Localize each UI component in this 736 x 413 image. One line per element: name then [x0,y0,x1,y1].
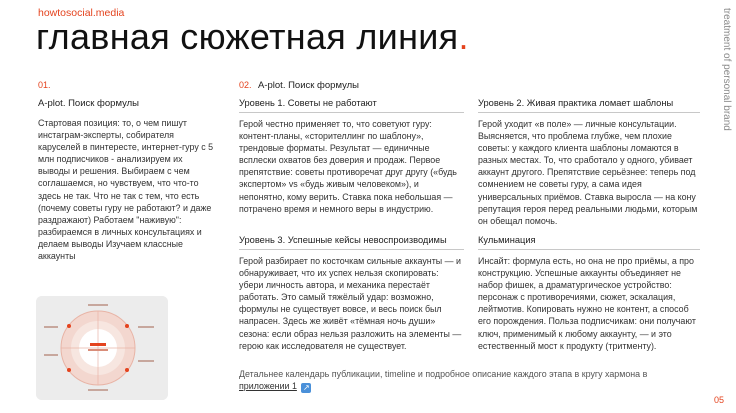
column-text-1: Стартовая позиция: то, о чем пишут инстаграм-эксперты, собирателя каруселей в пинтересте, интернет-гуру с 5 млн подписчиков - анализируем их выводы и решения. Выбираем с чем соглашаемся, но чувствуем, что что-то здесь не так. Что не так с тем, что есть (почему советы гуру не работают? и даже раздражают) Работаем "наживую": разбираемся в личных консультациях и делаем выводы Изучаем классные аккаунты [38,118,214,262]
appendix-link[interactable]: приложении 1 [239,381,297,392]
section-heading: Кульминация [478,235,700,250]
section-heading: Уровень 1. Советы не работают [239,98,464,113]
footer-note [239,368,699,393]
page-number: 05 [713,395,724,405]
section-heading: Уровень 3. Успешные кейсы невоспроизводимы [239,235,464,250]
page-title-text: главная сюжетная линия [36,16,459,57]
section-level-3 [239,235,464,352]
section-text: Герой честно применяет то, что советуют гуру: контент-планы, «сторителлинг по шаблону», трендовые форматы. Результат — единичные всплески охватов без доверия и продаж. Первое препятствие: советы противоречат друг другу («будь экспертом» vs «будь живым человеком»), и непонятно, кому верить. Ставка пока небольшая — потрачено время и немного веры в индустрию. [239,119,457,214]
section-climax [478,235,700,352]
vertical-side-label: treatment of personal brand [721,8,732,131]
story-circle-thumbnail[interactable] [36,296,168,400]
page-title [36,16,469,58]
column-number-2: 02. [239,80,252,90]
brand-name[interactable]: howtosocial.media [38,7,125,19]
section-text: Инсайт: формула есть, но она не про приёмы, а про конструкцию. Успешные аккаунты объединяет не набор фишек, а драматургическое устройство: персонаж с противоречиями, сюжет, эскалация, лейтмотив. Копировать нужно не контент, а способ его порождения. Польза подписчикам: они получают ключ, применимый к любому аккаунту, — и это естественный мост к продукту (тритменту). [478,256,696,351]
column-heading-2: A-plot. Поиск формулы [258,80,359,91]
section-level-1 [239,98,464,215]
column-heading-1: A-plot. Поиск формулы [38,98,139,109]
section-text: Герой уходит «в поле» — личные консультации. Выясняется, что проблема глубже, чем плохие советы: у каждого клиента шаблоны ломаются в разных местах. То, что сработало у одного, убивает аккаунт другого. Препятствие серьёзнее: теперь под сомнением не советы гуру, а сама идея универсальных приёмов. Ставка выросла — на кону репутация героя перед реальными людьми, которым он обещал помочь. [478,119,698,226]
section-level-2 [478,98,700,227]
external-link-icon[interactable]: ↗ [303,383,310,393]
footer-text: Детальнее календарь публикации, timeline и подробное описание каждого этапа в кругу хармона в [239,369,648,379]
column-number-1: 01. [38,80,51,90]
section-heading: Уровень 2. Живая практика ломает шаблоны [478,98,700,113]
section-text: Герой разбирает по косточкам сильные аккаунты — и обнаруживает, что их успех нельзя скопировать: убери личность автора, и механика перестаёт работать. Это самый тяжёлый удар: возможно, формулы не существует вовсе, и весь поиск был напрасен. Здесь же живёт «тёмная ночь души» сезона: если образ нельзя разложить на элементы — герою как исследователя не существует. [239,256,462,351]
title-dot: . [458,16,469,57]
